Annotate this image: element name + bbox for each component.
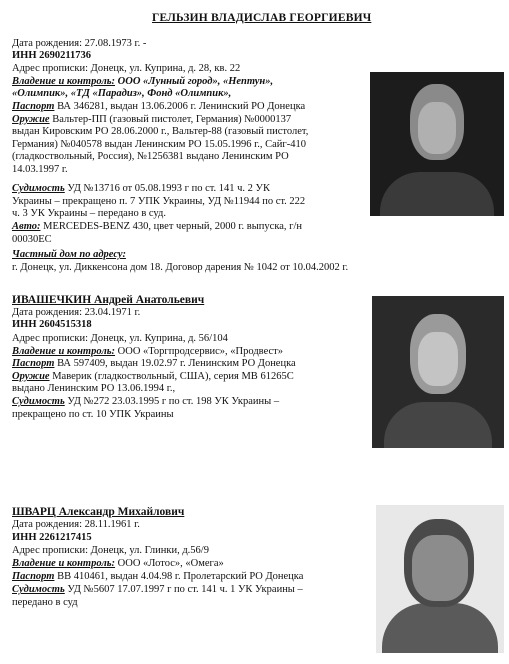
p3-ownership: Владение и контроль: ООО «Лотос», «Омега» <box>12 558 224 569</box>
person-2-photo <box>372 296 504 448</box>
p1-inn: ИНН 2690211736 <box>12 50 92 61</box>
p2-inn: ИНН 2604515318 <box>12 319 92 330</box>
p2-ownership: Владение и контроль: ООО «Торгпродсервис», «Продвест» <box>12 346 283 357</box>
p3-passport: Паспорт ВВ 410461, выдан 4.04.98 г. Пролетарский РО Донецка <box>12 571 304 582</box>
person-3-photo <box>376 505 504 653</box>
person-3-name: ШВАРЦ Александр Михайлович <box>12 506 185 518</box>
p2-passport: Паспорт ВА 597409, выдан 19.02.97 г. Ленинским РО Донецка <box>12 358 296 369</box>
p1-weapon: Оружие Вальтер-ПП (газовый пистолет, Германия) №0000137 <box>12 114 292 125</box>
p1-car-cont: 00030ЕС <box>12 234 52 245</box>
p1-car: Авто: MERCEDES-BENZ 430, цвет черный, 2000 г. выпуска, г/н <box>12 221 303 232</box>
p1-conviction: Судимость УД №13716 от 05.08.1993 г по ст. 141 ч. 2 УК <box>12 183 270 194</box>
p2-birthdate: Дата рождения: 23.04.1971 г. <box>12 307 141 318</box>
p1-ownership: Владение и контроль: ООО «Лунный город», «Нептун», <box>12 76 274 87</box>
person-1-photo <box>370 72 504 216</box>
p1-conviction-cont-1: Украины – прекращено п. 7 УПК Украины, УД №11944 по ст. 222 <box>12 196 306 207</box>
p1-birthdate: Дата рождения: 27.08.1973 г. - <box>12 38 147 49</box>
p3-address: Адрес прописки: Донецк, ул. Глинки, д.56/9 <box>12 545 209 556</box>
person-1-name: ГЕЛЬЗИН ВЛАДИСЛАВ ГЕОРГИЕВИЧ <box>152 12 372 24</box>
p2-weapon: Оружие Маверик (гладкоствольный, США), серия МВ 61265С <box>12 371 294 382</box>
p3-conviction-cont: передано в суд <box>12 597 78 608</box>
p2-conviction-cont: прекращено по ст. 10 УПК Украины <box>12 409 174 420</box>
p1-ownership-cont: «Олимпик», «ТД «Парадиз», Фонд «Олимпик», <box>12 88 232 99</box>
p1-conviction-cont-2: ч. 3 УК Украины – передано в суд. <box>12 208 166 219</box>
person-2-name: ИВАШЕЧКИН Андрей Анатольевич <box>12 294 205 306</box>
p1-passport: Паспорт ВА 346281, выдан 13.06.2006 г. Ленинский РО Донецка <box>12 101 306 112</box>
p1-weapon-cont-2: Германия) №040578 выдан Ленинским РО 15.05.1996 г., Сайг-410 <box>12 139 306 150</box>
p1-address: Адрес прописки: Донецк, ул. Куприна, д. 28, кв. 22 <box>12 63 241 74</box>
p1-weapon-cont-3: (гладкоствольный, Россия), №1256381 выдано Ленинским РО <box>12 151 289 162</box>
p3-birthdate: Дата рождения: 28.11.1961 г. <box>12 519 140 530</box>
p3-conviction: Судимость УД №5607 17.07.1997 г по ст. 141 ч. 1 УК Украины – <box>12 584 303 595</box>
p2-address: Адрес прописки: Донецк, ул. Куприна, д. 56/104 <box>12 333 228 344</box>
p1-house-label: Частный дом по адресу: <box>12 249 126 260</box>
p1-house-address: г. Донецк, ул. Диккенсона дом 18. Договор дарения № 1042 от 10.04.2002 г. <box>12 262 349 273</box>
p1-weapon-cont-1: выдан Кировским РО 28.06.2000 г., Вальтер-88 (газовый пистолет, <box>12 126 309 137</box>
p3-inn: ИНН 2261217415 <box>12 532 92 543</box>
p1-weapon-cont-4: 14.03.1997 г. <box>12 164 68 175</box>
p2-conviction: Судимость УД №272 23.03.1995 г по ст. 198 УК Украины – <box>12 396 280 407</box>
p2-weapon-cont: выдано Ленинским РО 13.06.1994 г., <box>12 383 176 394</box>
